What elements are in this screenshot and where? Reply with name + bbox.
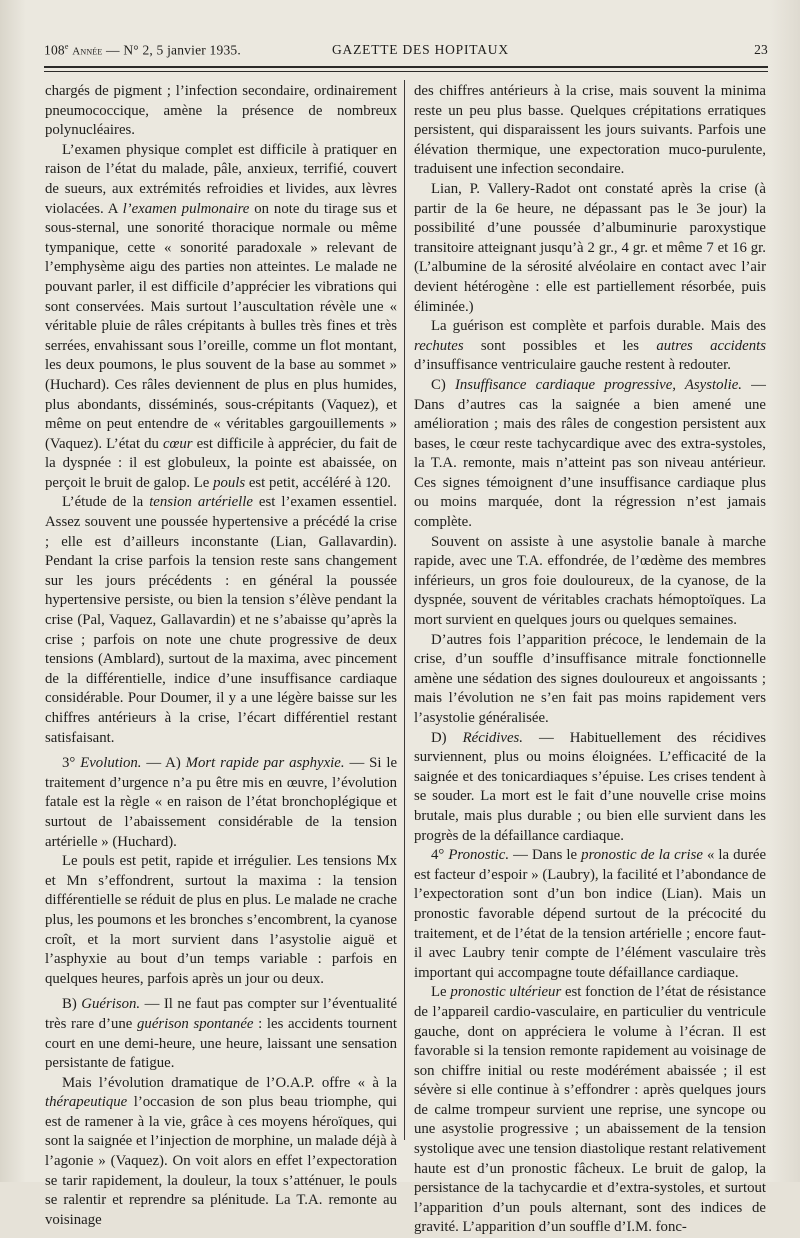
column-divider <box>404 80 405 1140</box>
paragraph: Le pronostic ultérieur est fonction de l’état de résistance de l’appareil cardio-vasculaire, en particulier du ventricule gauche, dont on appréciera le volume à l’écran. Il est favorable si la tension remonte rapidement au voisinage de son chiffre initial ou reste modérément abaissée ; il est sévère si elle continue à s’effondrer : après quelques jours de calme trompeur survient une reprise, une syncope ou une asystolie progressive ; un abaissement de la tension systolique avec une tension diastolique restant relativement haute est d’un pronostic fâcheux. Le bruit de galop, la persistance de la tachycardie et d’extra-systoles, et surtout l’apparition d’un pouls alternant, sont des indices de gravité. L’apparition d’un souffle d’I.M. fonc- <box>414 984 767 1236</box>
issue-number: 108 <box>44 42 65 58</box>
section-heading-guerison: B) Guérison. — Il ne faut pas compter sur l’éventualité très rare d’une guérison spontanée : les accidents tournent court en une demi-heure, une heure, laissant une sensation persistante de fatigue. <box>45 996 398 1072</box>
header-rule-thin <box>44 71 768 72</box>
issue-info <box>44 42 241 59</box>
paragraph: Le pouls est petit, rapide et irrégulier. Les tensions Mx et Mn s’effondrent, surtout la maxima : la tension différentielle se réduit de plus en plus. Le malade ne crache plus, les poumons et les bronches s’encombrent, la cyanose croît, et la mort survient dans l’asystolie aiguë et l’asphyxie au bout d’un temps variable : parfois en quelques heures, parfois après un jour ou deux. <box>45 853 397 987</box>
issue-word: Année <box>72 45 103 58</box>
running-header <box>44 42 768 64</box>
issue-date: — N° 2, 5 janvier 1935. <box>102 42 241 58</box>
paragraph: L’étude de la tension artérielle est l’examen essentiel. Assez souvent une poussée hypertensive a précédé la crise ; elle est d’ailleurs inconstante (Lian, Gallavardin). Pendant la crise parfois la tension reste sans changement sur les jours précédents : en général la poussée hypertensive persiste, ou bien la tension s’élève pendant la crise (Pal, Vaquez, Gallavardin) et ne s’abaisse qu’après la crise ; parfois on note une chute progressive de deux tensions (Amblard), surtout de la maxima, avec pincement de la différentielle, indice d’une insuffisance cardiaque considérable. Pour Doumer, il y a une légère baisse sur les chiffres antérieurs à la crise, l’écart différentiel restant satisfaisant. <box>45 494 397 746</box>
section-heading-recidives: D) Récidives. — Habituellement des récidives surviennent, plus ou moins éloignées. L’efficacité de la saignée et des tonicardiaques s’épuise. Les crises tendent à se souder. La mort est le fait d’une nouvelle crise moins brutale, mais plus durable ; ou bien elle survient dans les progrès de la défaillance cardiaque. <box>414 729 766 844</box>
paragraph: L’examen physique complet est difficile à pratiquer en raison de l’état du malade, pâle, anxieux, terrifié, couvert de sueurs, aux extrémités refroidies et livides, aux lèvres violacées. A l’examen pulmonaire on note du tirage sus et sous-sternal, une sonorité thoracique normale ou même tympanique, cette « sonorité paradoxale » relevant de l’emphysème aigu des parties non atteintes. Le malade ne pouvant parler, il est difficile d’apprécier les vibrations qui sont conservées. Mais surtout l’auscultation révèle une « véritable pluie de râles crépitants à bulles très fines et très serrées, envahissant sous l’oreille, comme un flot montant, les deux poumons, le plus souvent de la base au sommet » (Huchard). Ces râles deviennent de plus en plus humides, plus abondants, disséminés, sous-crépitants (Vaquez), et même on peut entendre de « véritables gargouillements » (Vaquez). L’état du cœur est difficile à apprécier, du fait de la dyspnée : il est globuleux, la pointe est abaissée, on perçoit le bruit de galop. Le pouls est petit, accéléré à 120. <box>45 141 397 491</box>
header-rule-thick <box>44 66 768 68</box>
paragraph: La guérison est complète et parfois durable. Mais des rechutes sont possibles et les autres accidents d’insuffisance ventriculaire gauche restent à redouter. <box>414 318 766 374</box>
paragraph: chargés de pigment ; l’infection secondaire, ordinairement pneumococcique, amène la présence de nombreux polynucléaires. <box>45 83 397 139</box>
journal-title: GAZETTE DES HOPITAUX <box>332 42 509 57</box>
page-number: 23 <box>754 42 768 57</box>
left-column <box>45 82 397 1230</box>
issue-superscript: e <box>64 42 69 51</box>
right-column <box>414 82 766 1238</box>
paragraph: Souvent on assiste à une asystolie banale à marche rapide, avec une T.A. effondrée, de l’œdème des membres inférieurs, un gros foie douloureux, de la cyanose, de la dyspnée, souvent de véritables crachats hémoptoïques. La mort survient en quelques jours ou quelques semaines. <box>414 533 766 629</box>
paragraph: D’autres fois l’apparition précoce, le lendemain de la crise, d’un souffle d’insuffisance mitrale fonctionnelle amène une sédation des signes douloureux et angoissants ; mais l’évolution ne s’en fait pas moins rapidement vers l’asystolie généralisée. <box>414 631 766 726</box>
section-heading-evolution: 3° Evolution. — A) Mort rapide par asphyxie. — Si le traitement d’urgence n’a pu être mis en œuvre, l’évolution fatale est la règle « en raison de l’état bronchoplégique et surtout de l’abaissement considérable de la tension artérielle » (Huchard). <box>45 755 398 850</box>
paragraph: Mais l’évolution dramatique de l’O.A.P. offre « à la thérapeutique l’occasion de son plus beau triomphe, qui est de ramener à la vie, grâce à ces moyens héroïques, qui sont la saignée et l’injection de morphine, un malade déjà à l’agonie » (Vaquez). On voit alors en effet l’expectoration se tarir rapidement, la douleur, la toux s’atténuer, le pouls se ralentir et reprendre sa plénitude. La T.A. remonte au voisinage <box>45 1074 397 1228</box>
section-heading-pronostic: 4° Pronostic. — Dans le pronostic de la crise « la durée est facteur d’espoir » (Laubry), la facilité et l’abondance de l’expectoration sont d’un bon indice (Lian). Mais un pronostic favorable dépend surtout de la précocité du traitement, et de l’état de la tension artérielle ; encore faut-il avec Laubry tenir compte de l’élément vasculaire très important qui accompagne toute défaillance cardiaque. <box>414 847 767 981</box>
section-heading-asystolie: C) Insuffisance cardiaque progressive, Asystolie. — Dans d’autres cas la saignée a bien amené une amélioration ; mais des râles de congestion persistent aux bases, le cœur reste tachycardique avec des extra-systoles, la T.A. remonte, mais n’atteint pas son niveau antérieur. Ces signes témoignent d’une insuffisance cardiaque plus ou moins marquée, dont la régression n’est jamais complète. <box>414 376 766 531</box>
paragraph: des chiffres antérieurs à la crise, mais souvent la minima reste un peu plus basse. Quelques crépitations erratiques persistent, qui disparaissent les jours suivants. Parfois une élévation thermique, une expectoration muco-purulente, traduisent une infection secondaire. <box>414 83 766 178</box>
paragraph: Lian, P. Vallery-Radot ont constaté après la crise (à partir de la 6e heure, ne dépassant pas le 3e jour) la possibilité d’une poussée d’albuminurie paroxystique transitoire atteignant jusqu’à 2 gr., 4 gr. et même 7 et 16 gr. (L’albumine de la sérosité alvéolaire en contact avec l’air devient hétérogène : elle est partiellement résorbée, puis éliminée.) <box>414 180 766 315</box>
